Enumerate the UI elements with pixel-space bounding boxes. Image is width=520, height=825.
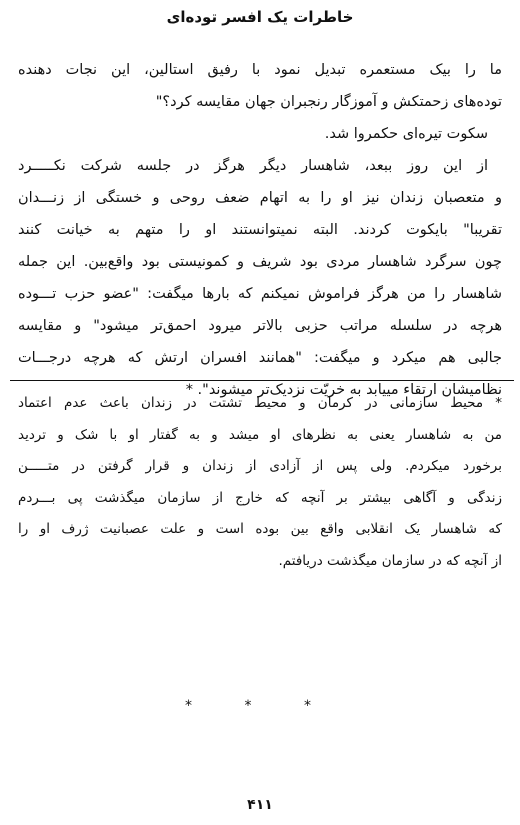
footnote-line: من به شاهسار یعنی به نظرهای او میشد و به گفتار او با شک و تردید [18, 426, 502, 443]
text-line: چون سرگرد شاهسار مردی بود شریف و کمونیستی بود واقع‌بین. این جمله [18, 254, 502, 270]
footnote-line: زندگی و آگاهی بیشتر بر آنچه که خارج از سازمان میگذشت پی بـــردم [18, 489, 502, 506]
footnote-line: که شاهسار یک انقلابی واقع بین بوده است و علت عصبانیت ژرف او را [18, 521, 502, 537]
page-number: ۴۱۱ [247, 797, 273, 813]
text-line: از این روز ببعد، شاهسار دیگر هرگز در جلسه شرکت نکـــــرد [18, 158, 488, 174]
footnote-line: * محیط سازمانی در کرمان و محیط تشتت در زندان باعث عدم اعتماد [18, 395, 502, 411]
section-separator: * * * [185, 698, 335, 714]
main-text-block [18, 54, 502, 406]
footnote-block [18, 388, 502, 577]
footnote-line: از آنچه که در سازمان میگذشت دریافتم. [278, 552, 502, 569]
footnote-divider [10, 380, 514, 381]
running-head-title: خاطرات یک افسر توده‌ای [166, 8, 354, 26]
text-line: جالبی هم میکرد و میگفت: "همانند افسران ارتش که هرچه درجـــات [18, 350, 502, 366]
text-line: سکوت تیره‌ای حکمروا شد. [324, 126, 488, 142]
text-line: و متعصبان زندان نیز او را به اتهام ضعف روحی و خستگی از زنـــدان [18, 190, 502, 206]
text-line: تقریبا" بایکوت کردند. البته نمیتوانستند او را متهم به خیانت کنند [18, 222, 502, 238]
footnote-line: برخورد میکردم. ولی پس از آزادی از زندان و قرار گرفتن در متـــــن [18, 458, 502, 474]
text-line: توده‌های زحمتکش و آموزگار رنجبران جهان مقایسه کرد؟" [155, 94, 502, 110]
text-line: ما را بیک مستعمره تبدیل نمود با رفیق استالین، این نجات دهنده [18, 62, 502, 78]
text-line: هرچه در سلسله مراتب حزبی بالاتر میرود احمق‌تر میشود" و مقایسه [18, 318, 502, 334]
text-line: نظامیشان ارتقاء مییابد به خریّت نزدیک‌تر میشوند". * [185, 382, 502, 398]
text-line: شاهسار را من هرگز فراموش نمیکنم که بارها میگفت: "عضو حزب تـــوده [18, 286, 502, 302]
